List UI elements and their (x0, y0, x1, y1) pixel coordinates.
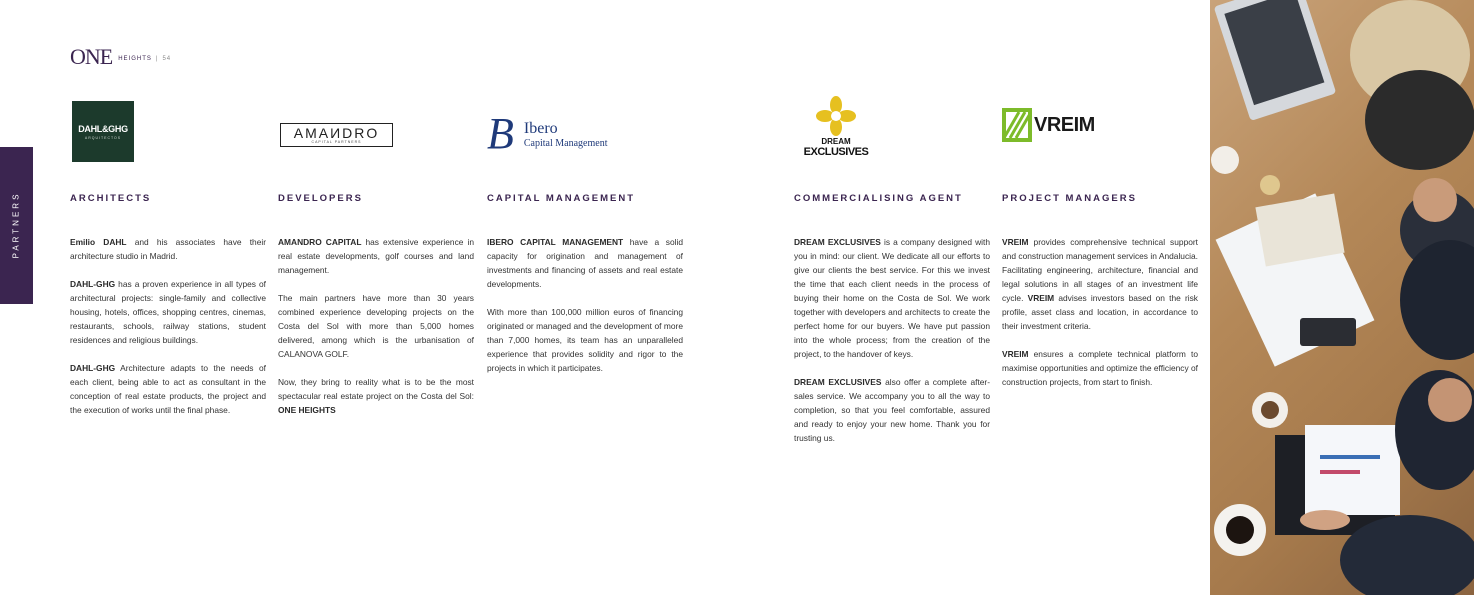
paragraph: VREIM ensures a complete technical platform to maximise opportunities and optimize the efficiency of construction projects, from start to finish. (1002, 349, 1198, 387)
column-heading: PROJECT MANAGERS (1002, 193, 1137, 204)
ibero-mark-icon: B (487, 109, 514, 158)
page-number: 54 (162, 55, 172, 62)
paragraph: With more than 100,000 million euros of financing originated or managed and the development of more than 7,000 homes, its team has an unparalleled experience that provides solidity and rigor to the projects in which it participates. (487, 307, 683, 373)
ibero-logo-sub: Capital Management (523, 137, 608, 149)
dream-logo-sub: EXCLUSIVES (803, 146, 869, 158)
paragraph: AMANDRO CAPITAL has extensive experience in real estate developments, golf courses and land management. (278, 237, 474, 275)
partner-column-commercialising-agent (794, 96, 991, 443)
one-heights-logo: ONE (70, 44, 113, 69)
amandro-logo (280, 123, 393, 147)
vreim-mark-icon (1002, 108, 1032, 142)
page-header (70, 44, 171, 70)
dream-flower-icon (816, 96, 856, 136)
partner-column-architects (70, 96, 266, 415)
dahl-logo-text: DAHL&GHG (78, 123, 128, 134)
paragraph: Emilio DAHL and his associates have their architecture studio in Madrid. (70, 237, 266, 261)
business-meeting-photo (1210, 0, 1474, 595)
header-separator: | (155, 55, 159, 62)
paragraph: The main partners have more than 30 years combined experience developing projects on the Costa del Sol with more than 5,000 homes delivered, among which is the urbanisation of CALANOVA GOLF. (278, 293, 474, 359)
photo-illustration (1210, 0, 1474, 595)
paragraph: DREAM EXCLUSIVES is a company designed with you in mind: our client. We dedicate all our efforts to give our clients the best service. For this we invest the time that each client needs in the process of buying their home on the Costa de Sol. We work together with developers and architects to create the perfect home for our buyers. We have put passion into the whole process; from the creation of the project, to the handover of keys. (794, 237, 990, 359)
dream-logo-text: DREAM (821, 137, 851, 146)
dahl-logo-sub: ARQUITECTOS (84, 135, 122, 140)
paragraph: IBERO CAPITAL MANAGEMENT have a solid capacity for origination and management of investments and financing of assets and real estate developments. (487, 237, 683, 289)
partner-column-capital-management (487, 96, 683, 373)
side-tab-label: PARTNERS (11, 191, 21, 259)
dream-exclusives-logo (799, 96, 873, 158)
vreim-logo (1002, 108, 1095, 142)
amandro-logo-text: AMAИDRO (293, 125, 380, 141)
amandro-logo-sub: CAPITAL PARTNERS (311, 140, 362, 144)
column-heading: COMMERCIALISING AGENT (794, 193, 963, 204)
paragraph: Now, they bring to reality what is to be the most spectacular real estate project on the Costa del Sol: ONE HEIGHTS (278, 377, 474, 415)
header-subtitle: HEIGHTS (118, 55, 152, 62)
partner-column-project-managers (1002, 96, 1198, 387)
dahl-ghg-logo (72, 101, 134, 162)
column-heading: ARCHITECTS (70, 193, 152, 204)
paragraph: VREIM provides comprehensive technical support and construction management services in Andalucia. Facilitating engineering, architecture, financial and legal solutions in all stages of an investment life cycle. VREIM advises investors based on the risk profile, asset class and location, in accordance to their investment criteria. (1002, 237, 1198, 331)
paragraph: DAHL-GHG has a proven experience in all types of architectural projects: single-family and collective housing, hotels, offices, shopping centres, cinemas, restaurants, schools, railway stations, student residences and religious buildings. (70, 279, 266, 345)
vreim-logo-text: VREIM (1034, 113, 1095, 136)
column-heading: CAPITAL MANAGEMENT (487, 193, 636, 204)
ibero-logo (487, 109, 608, 158)
partner-column-developers (278, 96, 474, 415)
column-heading: DEVELOPERS (278, 193, 363, 204)
paragraph: DAHL-GHG Architecture adapts to the needs of each client, being able to act as consultant in the conception of real estate products, the project and the execution of works until the final phase. (70, 363, 266, 415)
ibero-logo-text: Ibero (523, 119, 558, 137)
paragraph: DREAM EXCLUSIVES also offer a complete after-sales service. We accompany you to all the way to completion, so that you feel comfortable, assured and ready to enjoy your new home. Thank you for trusting us. (794, 377, 991, 443)
